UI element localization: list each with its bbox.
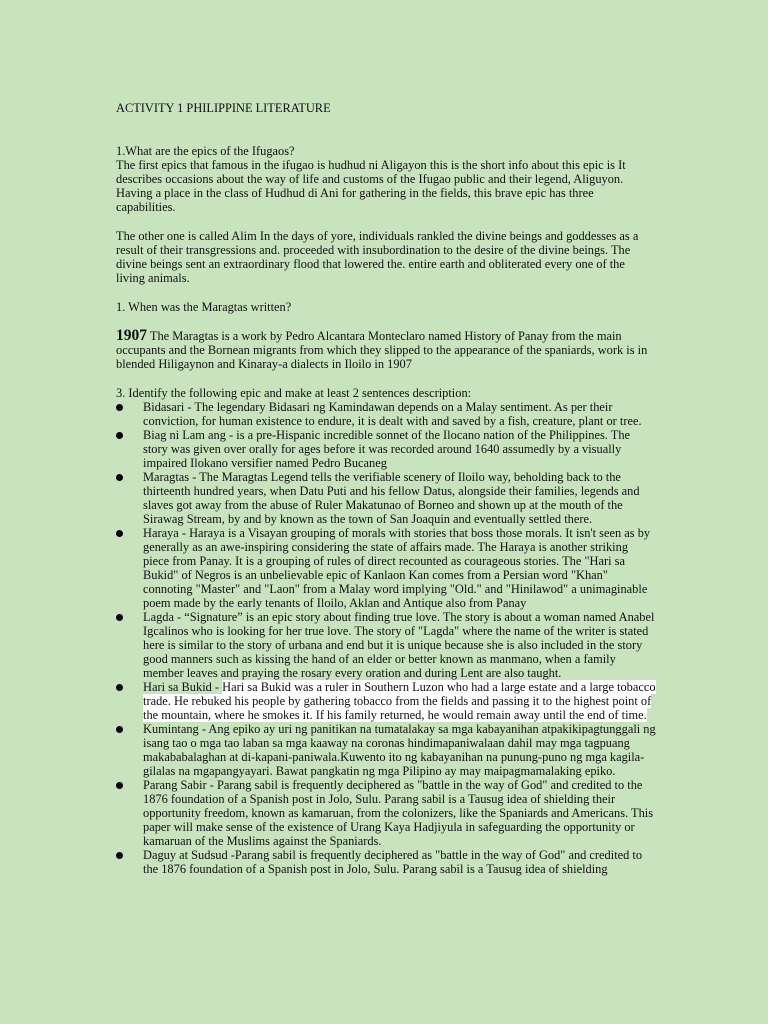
list-item: [116, 428, 656, 470]
document-body: [116, 101, 656, 876]
answer-year: 1907: [116, 327, 147, 344]
list-item: [116, 778, 656, 848]
epic-description: Haraya is a Visayan grouping of morals with stories that boss those morals. It isn't seen as by generally as an awe-inspiring considering the state of affairs made. The Haraya is another striking piece from Panay. It is a grouping of rules of direct recounted as courageous stories. The "Hari sa Bukid" of Negros is an unbelievable epic of Kanlaon Kan comes from a Persian word "Khan" connoting "Master" and "Laon" from a Malay word implying "Old." and "Hinilawod" a unimaginable poem made by the early tenants of Iloilo, Aklan and Antique also from Panay: [143, 526, 651, 610]
bullet-icon: [116, 404, 123, 411]
epic-description: Parang sabil is frequently deciphered as "battle in the way of God" and credited to the 1876 foundation of a Spanish post in Jolo, Sulu. Parang sabil is a Tausug idea of shielding their opportunity freedom, known as kamaruan, from the colonizers, like the Spaniards and Americans. This paper will make sense of the existence of Urang Kaya Hadjiyula in safeguarding the opportunity or kamaruan of the Muslims against the Spaniards.: [143, 778, 654, 848]
bullet-icon: [116, 474, 123, 481]
epic-label: Daguy at Sudsud -: [143, 848, 235, 862]
epic-description: The Maragtas Legend tells the verifiable scenery of Iloilo way, beholding back to the thirteenth hundred years, when Datu Puti and his fellow Datus, alongside their families, legends and slaves got away from the abuse of Ruler Makatunao of Borneo and shown up at the mouth of the Sirawag Stream, by and by known as the town of San Joaquin and eventually settled there.: [143, 470, 640, 526]
question-2-answer: [116, 329, 656, 371]
list-item: [116, 400, 656, 428]
question-3: 3. Identify the following epic and make at least 2 sentences description:: [116, 386, 472, 400]
question-1-answer-paragraph-1: The first epics that famous in the ifugao is hudhud ni Aligayon this is the short info about this epic is It describes occasions about the way of life and customs of the Ifugao public and their legend, Aliguyon. Having a place in the class of Hudhud di Ani for gathering in the fields, this brave epic has three capabilities.: [116, 158, 626, 214]
epic-label: Biag ni Lam ang -: [143, 428, 237, 442]
epic-label: Haraya -: [143, 526, 190, 540]
epic-description-highlighted: Hari sa Bukid was a ruler in Southern Luzon who had a large estate and a large tobacco trade. He rebuked his people by gathering tobacco from the fields and passing it to the highest point of the mountain, where he smokes it. If his family returned, he would remain away until the end of time.: [143, 680, 656, 722]
list-item: [116, 680, 656, 722]
epic-label: Hari sa Bukid -: [143, 680, 223, 694]
epic-list: [116, 400, 656, 876]
epic-label: Maragtas -: [143, 470, 200, 484]
bullet-icon: [116, 782, 123, 789]
question-2: 1. When was the Maragtas written?: [116, 300, 292, 314]
epic-label: Lagda -: [143, 610, 185, 624]
epic-description: is a pre-Hispanic incredible sonnet of the Ilocano nation of the Philippines. The story was given over orally for ages before it was recorded around 1640 assumedly by a visually impaired Ilokano versifier named Pedro Bucaneg: [143, 428, 631, 470]
list-item: [116, 526, 656, 610]
list-item: [116, 470, 656, 526]
epic-description: The legendary Bidasari ng Kamindawan depends on a Malay sentiment. As per their conviction, for human existence to endure, it is dealt with and saved by a fish, creature, plant or tree.: [143, 400, 642, 428]
document-title: ACTIVITY 1 PHILIPPINE LITERATURE: [116, 101, 331, 115]
bullet-icon: [116, 530, 123, 537]
epic-description: “Signature” is an epic story about finding true love. The story is about a woman named Anabel Igcalinos who is looking for her true love. The story of "Lagda" where the name of the writer is stated here is similar to the story of urbana and end but it is unique because she is also included in the story good manners such as kissing the hand of an elder or better known as manmano, when a family member leaves and praying the rosary every oration and during Lent are also taught.: [143, 610, 655, 680]
list-item: [116, 722, 656, 778]
bullet-icon: [116, 614, 123, 621]
answer-text: The Maragtas is a work by Pedro Alcantara Monteclaro named History of Panay from the main occupants and the Bornean migrants from which they slipped to the appearance of the spaniards, work is in blended Hiligaynon and Kinaray-a dialects in Iloilo in 1907: [116, 329, 648, 371]
bullet-icon: [116, 852, 123, 859]
question-1-answer-paragraph-2: The other one is called Alim In the days of yore, individuals rankled the divine beings and goddesses as a result of their transgressions and. proceeded with insubordination to the desire of the divine beings. The divine beings sent an extraordinary flood that lowered the. entire earth and obliterated every one of the living animals.: [116, 229, 639, 285]
bullet-icon: [116, 432, 123, 439]
list-item: [116, 610, 656, 680]
epic-label: Kumintang -: [143, 722, 209, 736]
list-item: [116, 848, 656, 876]
epic-description: Parang sabil is frequently deciphered as "battle in the way of God" and credited to the 1876 foundation of a Spanish post in Jolo, Sulu. Parang sabil is a Tausug idea of shielding: [143, 848, 643, 876]
bullet-icon: [116, 726, 123, 733]
question-1: 1.What are the epics of the Ifugaos?: [116, 144, 295, 158]
epic-description: Ang epiko ay uri ng panitikan na tumatalakay sa mga kabayanihan atpakikipagtunggali ng isang tao o mga tao laban sa mga kaaway na coronas hindimapaniwalaan dahil may mga tagpuang makababalaghan at di-kapani-paniwala.Kuwento ito ng kabayanihan na punung-puno ng mga kagila-gilalas na mgapangyayari. Bawat pangkatin ng mga Pilipino ay may maipagmamalaking epiko.: [143, 722, 656, 778]
bullet-icon: [116, 684, 123, 691]
epic-label: Bidasari -: [143, 400, 195, 414]
epic-label: Parang Sabir -: [143, 778, 217, 792]
